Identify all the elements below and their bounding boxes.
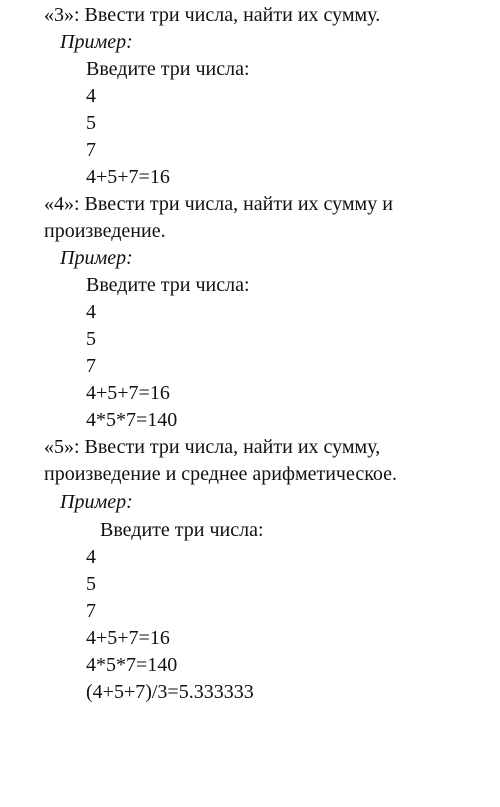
task-4-output-prompt: Введите три числа:: [86, 274, 250, 296]
task-4-example-label: Пример:: [60, 247, 133, 269]
task-3-output-4: 4: [86, 85, 96, 107]
task-5-output-sum: 4+5+7=16: [86, 627, 170, 649]
task-3-title: «3»: Ввести три числа, найти их сумму.: [44, 4, 381, 26]
task-5-output-7: 7: [86, 600, 96, 622]
task-3-example-label: Пример:: [60, 31, 133, 53]
task-5-title-line-1: «5»: Ввести три числа, найти их сумму,: [44, 436, 381, 458]
task-5-output-4: 4: [86, 546, 96, 568]
task-4-output-5: 5: [86, 328, 96, 350]
task-4-title-line-1: «4»: Ввести три числа, найти их сумму и: [44, 193, 393, 215]
task-4-output-product: 4*5*7=140: [86, 409, 178, 431]
task-4-output-sum: 4+5+7=16: [86, 382, 170, 404]
task-5-output-prompt: Введите три числа:: [100, 519, 264, 541]
task-4-output-4: 4: [86, 301, 96, 323]
task-5-output-average: (4+5+7)/3=5.333333: [86, 681, 254, 703]
task-3-output-5: 5: [86, 112, 96, 134]
task-5-output-5: 5: [86, 573, 96, 595]
task-5-output-product: 4*5*7=140: [86, 654, 178, 676]
task-3-output-sum: 4+5+7=16: [86, 166, 170, 188]
task-4-output-7: 7: [86, 355, 96, 377]
task-3-output-7: 7: [86, 139, 96, 161]
task-3-output-prompt: Введите три числа:: [86, 58, 250, 80]
task-4-title-line-2: произведение.: [44, 220, 166, 242]
task-5-title-line-2: произведение и среднее арифметическое.: [44, 463, 398, 485]
task-5-example-label: Пример:: [60, 491, 133, 513]
